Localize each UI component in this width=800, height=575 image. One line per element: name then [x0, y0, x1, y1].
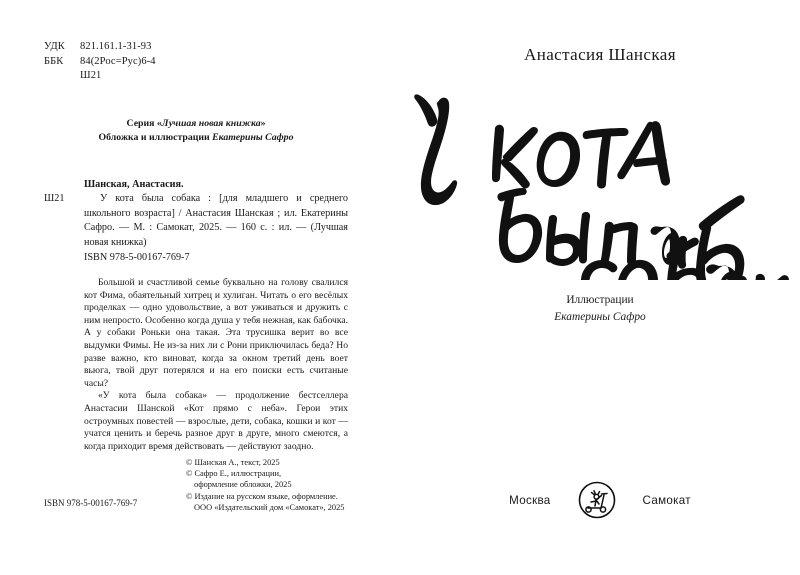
illustrator-name: Екатерины Сафро: [554, 311, 646, 323]
series-credit-block: [44, 117, 348, 145]
annotation-paragraph-1: Большой и счастливой семье буквально на голову свалился кот Фима, обаятельный хитрец и хулиган. Читать о его весёлых проделках — одно удовольствие, а вот уживаться и дружить с ним непросто. Особенно когда душа у тебя нежная, как бабочка. А у собаки Роньки она такая. Эта трусишка верит во все выдумки Фимы. Не из-за них ли с Рони приключилась беда? Но разве важно, кто виноват, когда за окном третий день воет вьюга, твой друг потерялся и на его поиски есть считаные часы?: [84, 277, 348, 389]
series-line: [44, 117, 348, 131]
imprint-publisher: Самокат: [642, 493, 691, 507]
cover-author-name: Анастасия Шанская: [524, 45, 676, 64]
series-suffix: »: [260, 118, 266, 129]
copyright-line-5: ООО «Издательский дом «Самокат», 2025: [194, 502, 345, 512]
series-prefix: Серия «: [126, 118, 162, 129]
cover-credit-line: [44, 131, 348, 145]
udk-row: [44, 40, 156, 55]
illustrator-label: Иллюстрации: [566, 294, 634, 306]
copyright-line-1: © Шанская А., текст, 2025: [186, 458, 280, 467]
isbn-in-cip: ISBN 978-5-00167-769-7: [84, 252, 190, 263]
shelf-code-row: [44, 69, 156, 84]
cip-body: [84, 178, 348, 250]
bbk-label: ББК: [44, 55, 64, 67]
cip-description: У кота была собака : [для младшего и среднего школьного возраста] / Анастасия Шанская ; ил. Екатерины Сафро. — М. : Самокат, 2025. — 160 с. : ил. — (Лучшая новая книжка): [84, 193, 348, 248]
copyright-line-2: © Сафро Е., иллюстрации,: [186, 469, 282, 479]
bbk-row: [44, 55, 156, 70]
copyright-block: [186, 457, 345, 513]
annotation-block: [84, 277, 348, 453]
series-name: Лучшая новая книжка: [161, 118, 261, 129]
imprint-city: Москва: [509, 493, 551, 507]
classification-block: [44, 40, 156, 84]
bbk-value: 84(2Рос=Рус)6-4: [80, 55, 156, 67]
cover-illustrator-credit: [400, 292, 800, 326]
samokat-scooter-logo-icon: [577, 480, 617, 520]
cip-record: [44, 178, 348, 250]
copyright-line-3: оформление обложки, 2025: [194, 480, 292, 490]
shelf-code-value: Ш21: [80, 70, 102, 81]
udk-value: 821.161.1-31-93: [80, 41, 152, 52]
udk-label: УДК: [44, 41, 65, 52]
title-brush-lettering-icon: [400, 80, 800, 280]
right-page-cover: [400, 0, 800, 575]
cip-author-heading: Шанская, Анастасия.: [84, 179, 184, 190]
cover-credit-prefix: Обложка и иллюстрации: [98, 132, 213, 143]
imprint-row: [400, 480, 800, 520]
cover-credit-name: Екатерины Сафро: [212, 132, 294, 143]
copyright-line-4: © Издание на русском языке, оформление.: [186, 491, 338, 501]
cover-title-lettering: [400, 80, 800, 280]
isbn-footer: ISBN 978-5-00167-769-7: [44, 498, 138, 508]
cip-index: Ш21: [44, 193, 65, 205]
annotation-paragraph-2: «У кота была собака» — продолжение бестселлера Анастасии Шанской «Кот прямо с неба». Герои этих остроумных повестей — взрослые, дети, собака, кошки и кот — учатся ценить и беречь разное друг в друге, много смеются, а когда приходит время действовать — действуют заодно.: [84, 390, 348, 452]
